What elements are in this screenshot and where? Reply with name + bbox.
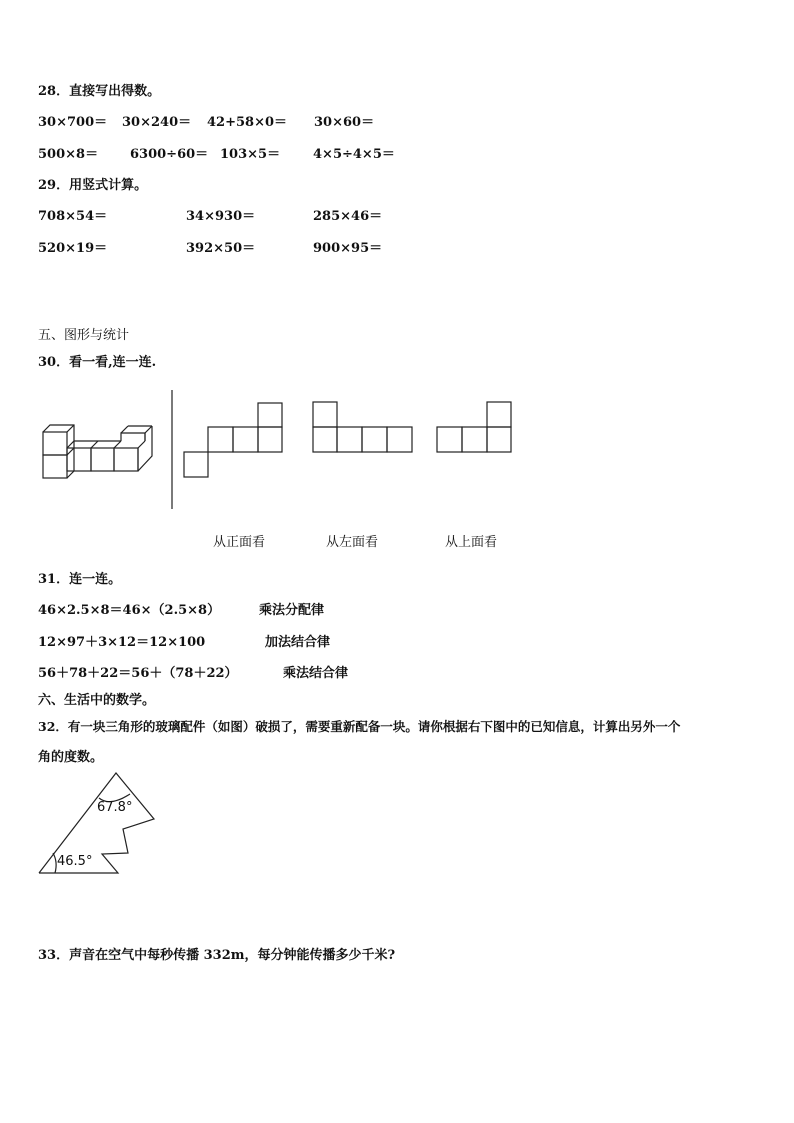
- q32-title: 32．有一块三角形的玻璃配件（如图）破损了，需要重新配备一块。请你根据右下图中的已知信息，计算出另外一个: [38, 719, 681, 734]
- q30-title: 30．看一看,连一连.: [38, 355, 157, 370]
- angle-label-bottom: 46.5°: [57, 854, 93, 869]
- q29-expr: 34×930＝: [186, 209, 256, 224]
- view-label: 从正面看: [213, 535, 266, 550]
- q28-expr: 30×60＝: [314, 115, 375, 130]
- section-heading: 五、图形与统计: [38, 328, 130, 343]
- q28-expr: 4×5÷4×5＝: [313, 147, 395, 162]
- q28-expr: 6300÷60＝: [130, 147, 209, 162]
- q33-title: 33．声音在空气中每秒传播 332m，每分钟能传播多少千米?: [38, 948, 396, 963]
- section-heading: 六、生活中的数学。: [38, 693, 156, 708]
- q29-expr: 708×54＝: [38, 209, 108, 224]
- q29-title: 29．用竖式计算。: [38, 178, 148, 193]
- q29-expr: 900×95＝: [313, 241, 383, 256]
- q31-left-item: 12×97＋3×12＝12×100: [38, 635, 206, 650]
- q31-right-item: 乘法结合律: [283, 666, 349, 681]
- q28-expr: 30×700＝: [38, 115, 108, 130]
- q32-title-cont: 角的度数。: [38, 750, 104, 765]
- q29-expr: 392×50＝: [186, 241, 256, 256]
- q28-expr: 500×8＝: [38, 147, 99, 162]
- view-label: 从左面看: [326, 535, 379, 550]
- q31-right-item: 乘法分配律: [259, 603, 325, 618]
- q28-title: 28．直接写出得数。: [38, 84, 161, 99]
- q28-expr: 30×240＝: [122, 115, 192, 130]
- q29-expr: 520×19＝: [38, 241, 108, 256]
- q28-expr: 103×5＝: [220, 147, 281, 162]
- q31-left-item: 56＋78＋22＝56＋（78＋22）: [38, 666, 238, 681]
- q29-expr: 285×46＝: [313, 209, 383, 224]
- q31-right-item: 加法结合律: [265, 635, 331, 650]
- view-label: 从上面看: [445, 535, 498, 550]
- q28-expr: 42+58×0＝: [207, 115, 288, 130]
- q31-title: 31．连一连。: [38, 572, 122, 587]
- q31-left-item: 46×2.5×8＝46×（2.5×8）: [38, 603, 221, 618]
- angle-label-top: 67.8°: [97, 800, 133, 815]
